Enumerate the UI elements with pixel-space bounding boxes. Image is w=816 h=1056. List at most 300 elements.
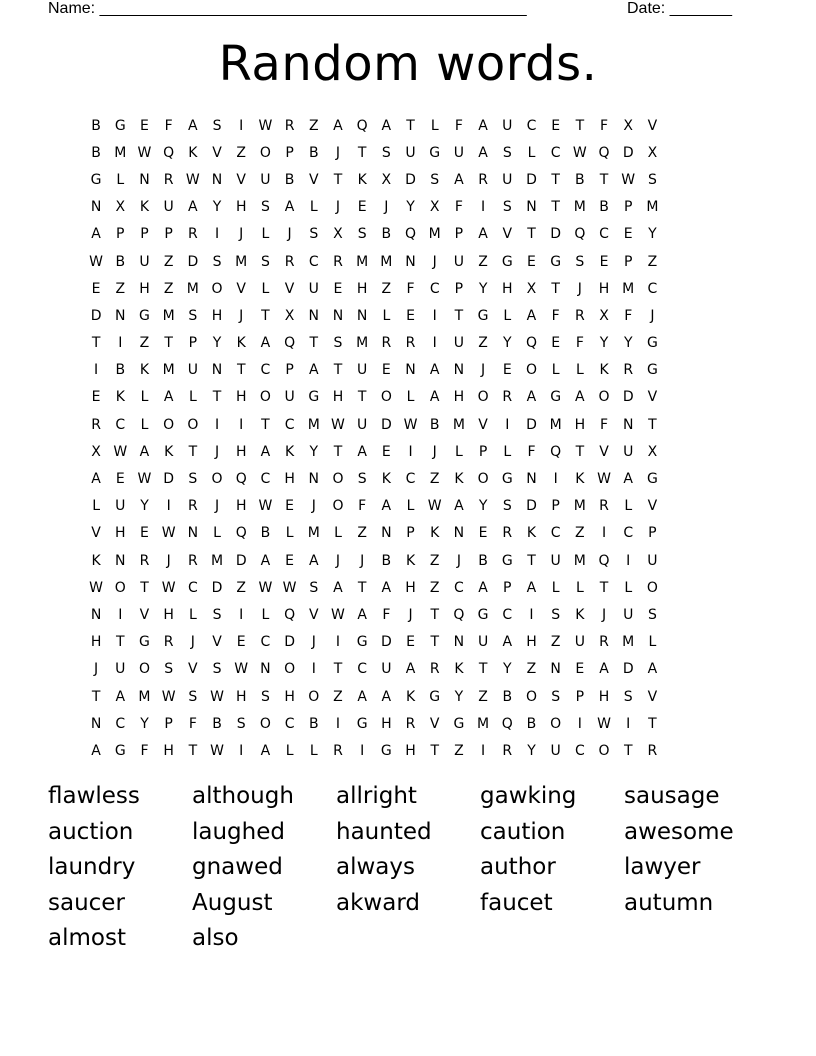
grid-letter: A — [357, 606, 367, 623]
grid-letter: Y — [454, 688, 464, 705]
grid-letter: J — [335, 552, 341, 569]
grid-letter: W — [403, 416, 418, 433]
grid-letter: A — [647, 661, 658, 678]
grid-letter: G — [550, 389, 562, 406]
grid-letter: U — [357, 416, 368, 433]
grid-letter: C — [284, 416, 295, 433]
grid-letter: L — [116, 171, 125, 188]
grid-letter: P — [551, 498, 560, 515]
grid-letter: V — [308, 171, 319, 188]
grid-letter: D — [405, 171, 416, 188]
grid-letter: B — [502, 688, 513, 705]
grid-letter: L — [455, 443, 463, 460]
grid-letter: T — [333, 661, 343, 678]
grid-letter: A — [478, 117, 488, 134]
grid-letter: R — [502, 389, 513, 406]
grid-letter: G — [501, 471, 513, 488]
grid-letter: W — [621, 171, 636, 188]
grid-letter: N — [139, 171, 150, 188]
grid-letter: X — [647, 443, 658, 460]
grid-letter: V — [502, 226, 513, 243]
grid-letter: O — [259, 144, 271, 161]
grid-letter: B — [91, 144, 101, 161]
grid-letter: W — [161, 525, 176, 542]
grid-letter: B — [381, 226, 392, 243]
grid-letter: W — [113, 443, 128, 460]
grid-row — [84, 302, 665, 329]
grid-letter: U — [453, 335, 465, 352]
grid-letter: C — [574, 742, 585, 759]
grid-row — [84, 547, 665, 574]
grid-letter: W — [597, 471, 611, 488]
grid-letter: E — [333, 280, 343, 297]
grid-letter: W — [89, 253, 104, 270]
grid-letter: G — [646, 471, 658, 488]
grid-letter: U — [284, 389, 295, 406]
grid-letter: N — [115, 552, 126, 569]
grid-row — [84, 384, 665, 411]
grid-letter: V — [236, 280, 246, 297]
grid-letter: W — [137, 144, 152, 161]
grid-letter: T — [357, 389, 367, 406]
grid-letter: J — [190, 634, 195, 651]
grid-letter: A — [381, 579, 392, 596]
grid-letter: O — [598, 389, 610, 406]
grid-row — [84, 601, 665, 628]
grid-letter: L — [309, 199, 318, 216]
grid-letter: Z — [429, 471, 440, 488]
grid-letter: A — [260, 335, 271, 352]
grid-letter: S — [333, 335, 343, 352]
grid-letter: S — [212, 606, 222, 623]
grid-letter: T — [406, 117, 415, 134]
word-list-item: auction — [48, 818, 134, 845]
grid-letter: I — [311, 661, 316, 678]
grid-letter: Y — [212, 199, 222, 216]
grid-letter: Q — [598, 144, 610, 161]
grid-letter: U — [502, 171, 513, 188]
grid-letter: B — [429, 416, 440, 433]
grid-letter: U — [550, 552, 561, 569]
grid-letter: S — [236, 715, 246, 732]
grid-letter: J — [335, 199, 341, 216]
grid-letter: I — [118, 606, 123, 623]
grid-letter: M — [380, 253, 393, 270]
word-list-item: akward — [336, 889, 420, 916]
grid-letter: P — [285, 362, 294, 379]
grid-letter: A — [405, 661, 416, 678]
grid-letter: M — [307, 525, 320, 542]
grid-letter: M — [573, 552, 586, 569]
grid-letter: U — [550, 742, 561, 759]
grid-row — [84, 438, 665, 465]
grid-letter: T — [430, 634, 439, 651]
grid-letter: U — [381, 661, 392, 678]
grid-row — [84, 357, 665, 384]
grid-letter: T — [333, 362, 343, 379]
grid-letter: S — [212, 661, 222, 678]
grid-letter: Y — [478, 498, 488, 515]
grid-letter: O — [550, 715, 562, 732]
grid-row — [84, 520, 665, 547]
grid-letter: I — [601, 525, 607, 542]
grid-letter: Z — [429, 579, 440, 596]
grid-letter: J — [335, 144, 341, 161]
grid-letter: L — [430, 117, 439, 134]
grid-letter: R — [333, 742, 343, 759]
grid-letter: K — [357, 171, 367, 188]
grid-letter: G — [114, 742, 126, 759]
grid-letter: M — [477, 715, 490, 732]
grid-letter: I — [239, 742, 244, 759]
grid-letter: E — [91, 389, 101, 406]
grid-letter: W — [137, 471, 152, 488]
grid-letter: A — [188, 117, 198, 134]
grid-letter: C — [647, 280, 658, 297]
grid-letter: T — [575, 117, 585, 134]
grid-letter: M — [186, 280, 199, 297]
grid-letter: S — [430, 171, 440, 188]
grid-letter: T — [91, 688, 101, 705]
grid-letter: T — [478, 661, 488, 678]
grid-letter: R — [405, 335, 416, 352]
grid-letter: Z — [454, 742, 464, 759]
grid-letter: Y — [406, 199, 415, 216]
grid-letter: U — [453, 144, 465, 161]
word-list-item: also — [192, 925, 239, 952]
grid-letter: M — [549, 416, 562, 433]
grid-letter: L — [188, 606, 197, 623]
grid-letter: T — [648, 416, 657, 433]
grid-letter: S — [551, 606, 561, 623]
grid-letter: L — [503, 443, 512, 460]
grid-letter: R — [429, 661, 440, 678]
grid-letter: B — [91, 117, 101, 134]
grid-letter: Y — [478, 280, 488, 297]
grid-letter: K — [430, 525, 440, 542]
grid-letter: U — [453, 253, 465, 270]
grid-letter: E — [575, 661, 585, 678]
grid-letter: T — [164, 335, 173, 352]
grid-letter: L — [213, 525, 221, 542]
grid-letter: R — [623, 362, 634, 379]
grid-letter: A — [454, 498, 464, 515]
grid-letter: J — [432, 253, 437, 270]
grid-letter: I — [432, 335, 437, 352]
grid-letter: M — [452, 416, 465, 433]
grid-letter: D — [235, 552, 247, 569]
grid-letter: I — [335, 715, 341, 732]
grid-letter: U — [187, 362, 198, 379]
grid-letter: S — [502, 199, 512, 216]
grid-letter: D — [622, 389, 634, 406]
grid-letter: H — [405, 742, 416, 759]
grid-letter: M — [646, 199, 659, 216]
grid-letter: N — [332, 307, 344, 324]
grid-letter: P — [503, 579, 512, 596]
grid-letter: P — [478, 443, 488, 460]
grid-letter: H — [284, 688, 295, 705]
grid-letter: P — [454, 280, 464, 297]
grid-letter: S — [260, 199, 270, 216]
grid-letter: F — [454, 199, 463, 216]
grid-letter: O — [259, 389, 271, 406]
grid-letter: U — [623, 443, 634, 460]
grid-letter: N — [622, 416, 634, 433]
grid-letter: D — [550, 226, 562, 243]
grid-letter: W — [282, 579, 297, 596]
grid-letter: A — [91, 742, 101, 759]
grid-letter: T — [430, 742, 439, 759]
grid-letter: O — [211, 280, 223, 297]
grid-letter: F — [406, 280, 415, 297]
word-list-item: autumn — [624, 889, 714, 916]
puzzle-title: Random words. — [218, 36, 598, 92]
grid-letter: I — [166, 498, 171, 515]
grid-letter: W — [161, 579, 176, 596]
grid-letter: O — [646, 579, 658, 596]
grid-letter: W — [89, 579, 104, 596]
grid-letter: S — [502, 498, 512, 515]
grid-letter: A — [478, 579, 488, 596]
grid-letter: S — [188, 688, 198, 705]
grid-letter: L — [261, 606, 270, 623]
grid-letter: A — [429, 389, 440, 406]
grid-letter: N — [308, 471, 320, 488]
grid-letter: I — [239, 117, 244, 134]
grid-letter: H — [90, 634, 102, 651]
grid-letter: R — [647, 742, 658, 759]
grid-letter: B — [599, 199, 609, 216]
grid-letter: G — [114, 117, 126, 134]
word-list — [48, 779, 768, 957]
grid-letter: H — [139, 280, 150, 297]
grid-letter: S — [188, 471, 198, 488]
grid-letter: H — [284, 471, 295, 488]
grid-letter: L — [92, 498, 100, 515]
grid-letter: U — [163, 199, 174, 216]
grid-letter: Y — [623, 335, 633, 352]
grid-letter: B — [526, 715, 537, 732]
grid-letter: U — [115, 498, 126, 515]
grid-letter: B — [284, 171, 295, 188]
grid-letter: K — [405, 552, 416, 569]
grid-letter: H — [115, 525, 126, 542]
grid-letter: E — [478, 525, 488, 542]
grid-letter: E — [91, 280, 101, 297]
grid-letter: K — [164, 443, 174, 460]
letter-grid — [84, 112, 665, 765]
grid-letter: M — [622, 634, 635, 651]
grid-letter: A — [333, 117, 343, 134]
grid-letter: D — [622, 144, 634, 161]
grid-letter: E — [285, 498, 295, 515]
grid-row — [84, 465, 665, 492]
grid-letter: G — [139, 634, 150, 651]
grid-letter: I — [239, 416, 244, 433]
grid-row — [84, 683, 665, 710]
grid-letter: W — [210, 688, 224, 705]
grid-letter: W — [331, 416, 345, 433]
grid-letter: R — [333, 253, 343, 270]
grid-letter: Z — [115, 280, 126, 297]
grid-letter: F — [188, 715, 197, 732]
grid-letter: I — [626, 552, 631, 569]
grid-letter: H — [235, 498, 247, 515]
grid-letter: C — [405, 471, 416, 488]
grid-letter: S — [309, 579, 319, 596]
grid-letter: J — [214, 443, 220, 460]
grid-letter: M — [114, 144, 127, 161]
grid-letter: O — [211, 471, 223, 488]
grid-letter: O — [163, 416, 175, 433]
grid-letter: E — [502, 362, 512, 379]
grid-letter: R — [381, 335, 392, 352]
word-list-item: caution — [480, 818, 566, 845]
grid-letter: S — [260, 253, 270, 270]
grid-letter: P — [188, 335, 198, 352]
grid-letter: T — [333, 171, 343, 188]
grid-letter: S — [647, 171, 657, 188]
grid-row — [84, 493, 665, 520]
grid-letter: K — [139, 362, 150, 379]
grid-letter: L — [551, 362, 560, 379]
grid-letter: P — [623, 253, 633, 270]
grid-letter: D — [163, 471, 175, 488]
grid-letter: S — [309, 226, 319, 243]
grid-letter: Y — [599, 335, 609, 352]
header-line — [48, 0, 740, 18]
grid-letter: H — [235, 443, 247, 460]
grid-row — [84, 166, 665, 193]
grid-letter: C — [526, 117, 537, 134]
grid-letter: Q — [550, 443, 562, 460]
grid-letter: V — [599, 443, 609, 460]
grid-letter: B — [478, 552, 488, 569]
grid-letter: K — [575, 471, 585, 488]
word-list-item: faucet — [480, 889, 553, 916]
grid-letter: X — [429, 199, 440, 216]
grid-letter: F — [527, 443, 536, 460]
grid-letter: L — [406, 389, 415, 406]
grid-letter: V — [236, 171, 246, 188]
word-list-item: sausage — [624, 783, 720, 809]
grid-letter: D — [526, 416, 537, 433]
grid-letter: G — [501, 552, 513, 569]
grid-letter: P — [164, 226, 173, 243]
grid-letter: Y — [648, 226, 657, 243]
grid-letter: T — [261, 307, 270, 324]
grid-letter: T — [357, 144, 367, 161]
grid-letter: R — [91, 416, 101, 433]
grid-letter: T — [309, 335, 319, 352]
grid-letter: E — [140, 117, 149, 134]
grid-letter: G — [501, 253, 513, 270]
grid-letter: A — [454, 171, 464, 188]
grid-letter: O — [332, 471, 344, 488]
grid-letter: P — [648, 525, 657, 542]
grid-letter: B — [260, 525, 271, 542]
grid-letter: G — [356, 715, 368, 732]
grid-letter: Z — [381, 280, 392, 297]
grid-letter: N — [90, 606, 102, 623]
grid-letter: Y — [140, 715, 149, 732]
grid-letter: Z — [575, 525, 585, 542]
grid-letter: C — [550, 144, 561, 161]
grid-letter: H — [381, 715, 392, 732]
grid-letter: X — [284, 307, 295, 324]
grid-row — [84, 574, 665, 601]
grid-letter: R — [478, 171, 488, 188]
grid-letter: L — [382, 307, 391, 324]
grid-letter: Q — [405, 226, 417, 243]
grid-letter: O — [380, 389, 392, 406]
grid-letter: R — [284, 117, 295, 134]
grid-letter: C — [260, 362, 271, 379]
grid-letter: Q — [235, 471, 247, 488]
grid-letter: E — [599, 253, 609, 270]
grid-letter: R — [502, 742, 513, 759]
grid-letter: J — [360, 552, 365, 569]
grid-letter: Q — [598, 552, 610, 569]
grid-letter: A — [308, 552, 319, 569]
grid-letter: W — [258, 579, 273, 596]
grid-letter: X — [623, 117, 634, 134]
grid-letter: I — [577, 715, 582, 732]
grid-letter: O — [598, 742, 610, 759]
grid-letter: H — [356, 280, 368, 297]
word-list-item: August — [192, 889, 273, 916]
grid-letter: J — [214, 498, 220, 515]
grid-letter: Y — [503, 335, 512, 352]
grid-row — [84, 656, 665, 683]
grid-letter: K — [285, 443, 295, 460]
grid-letter: S — [647, 606, 657, 623]
grid-letter: Z — [478, 688, 488, 705]
grid-letter: Z — [163, 253, 174, 270]
grid-letter: I — [94, 362, 99, 379]
grid-letter: G — [90, 171, 102, 188]
grid-letter: Q — [356, 117, 368, 134]
grid-letter: A — [478, 144, 488, 161]
grid-letter: Z — [357, 525, 367, 542]
grid-letter: E — [551, 117, 561, 134]
grid-letter: C — [429, 280, 440, 297]
grid-letter: N — [453, 634, 465, 651]
grid-letter: Y — [140, 498, 149, 515]
grid-letter: J — [166, 552, 171, 569]
grid-letter: Y — [527, 742, 536, 759]
grid-letter: S — [260, 688, 270, 705]
grid-row — [84, 139, 665, 166]
grid-letter: V — [308, 606, 319, 623]
grid-letter: M — [235, 253, 248, 270]
grid-letter: P — [116, 226, 125, 243]
grid-letter: U — [139, 253, 150, 270]
grid-letter: M — [162, 307, 175, 324]
grid-letter: B — [308, 144, 319, 161]
grid-letter: G — [356, 634, 368, 651]
grid-letter: R — [139, 552, 150, 569]
grid-letter: A — [599, 661, 609, 678]
grid-letter: P — [623, 199, 633, 216]
grid-letter: F — [551, 307, 560, 324]
grid-letter: I — [481, 742, 486, 759]
grid-letter: P — [140, 226, 149, 243]
grid-letter: H — [235, 199, 247, 216]
grid-letter: I — [529, 606, 534, 623]
grid-letter: R — [599, 634, 609, 651]
